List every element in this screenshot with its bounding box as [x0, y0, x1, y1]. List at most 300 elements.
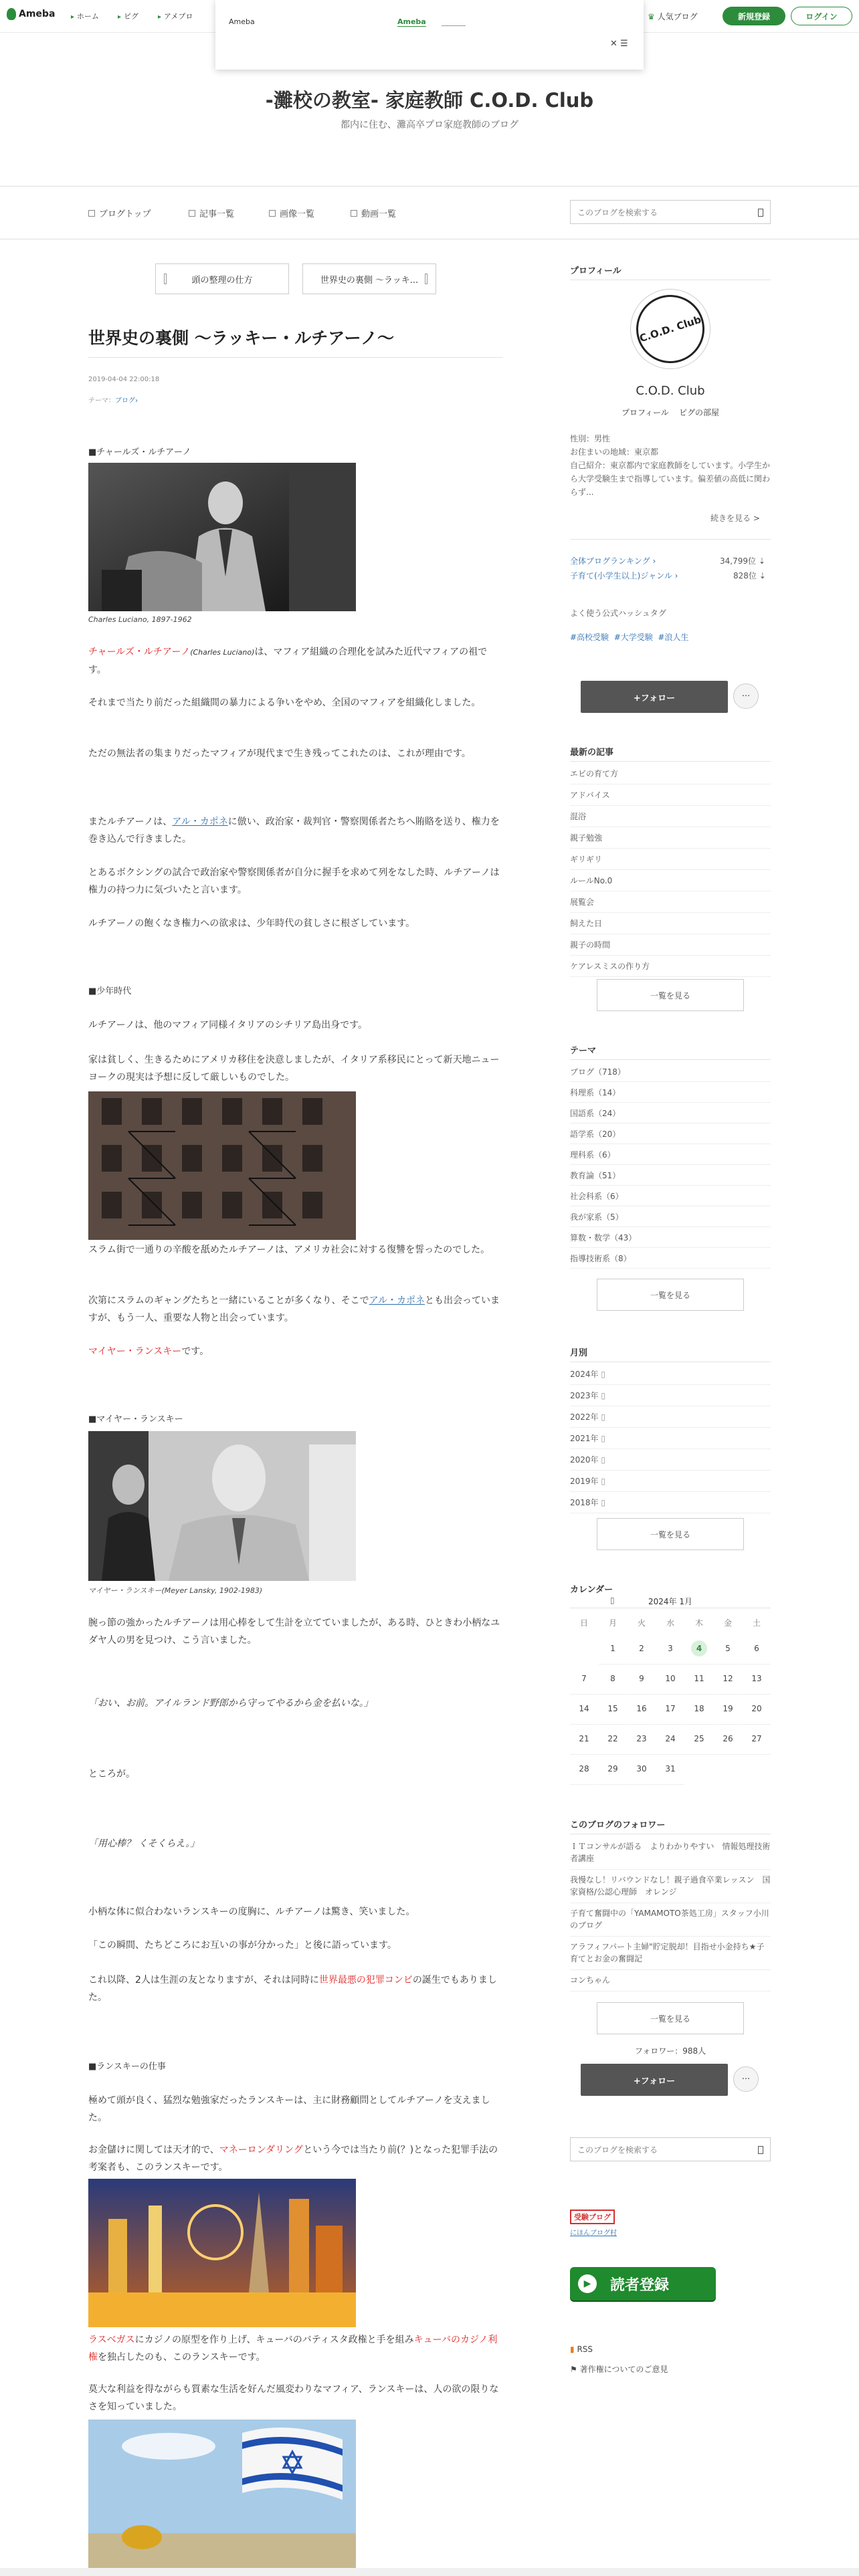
list-icon [189, 210, 195, 217]
las-vegas-photo-art [88, 2179, 356, 2327]
theme-link[interactable] [570, 1232, 771, 1243]
next-entry-label: 世界史の裏側 〜ラッキ... [320, 275, 419, 286]
chevron-right-icon: ▸ [118, 13, 122, 21]
popular-blog-link[interactable] [648, 11, 698, 22]
theme-see-all-button[interactable]: 一覧を見る [597, 1279, 744, 1311]
recent-entry-link-label: 親子の時間 [570, 940, 611, 950]
calendar-weekday: 日 [579, 1618, 588, 1628]
month-link-label: 2018年 [570, 1498, 599, 1507]
paragraph [88, 2141, 503, 2176]
profile-intro: 自己紹介：東京都内で家庭教師をしています。小学生から大学受験生まで指導しています。偏差値の高低に関わらず... [570, 461, 771, 497]
section-heading: ■少年時代 [88, 986, 132, 996]
expand-icon: ▯ [598, 1391, 605, 1400]
calendar-day[interactable]: 10 [665, 1674, 676, 1683]
month-link[interactable] [570, 1454, 771, 1465]
highlight-text: マネーロンダリング [219, 2145, 304, 2155]
month-link-label: 2022年 [570, 1412, 599, 1422]
month-link[interactable] [570, 1475, 771, 1487]
paragraph-text: の誕生でもありました。 [88, 1975, 497, 2003]
follow-button-bottom[interactable]: +フォロー [581, 2064, 728, 2096]
divider [570, 1694, 598, 1695]
divider [570, 1936, 771, 1937]
calendar-day[interactable]: 9 [639, 1674, 644, 1683]
calendar-day[interactable]: 26 [723, 1734, 733, 1743]
divider [628, 1724, 656, 1725]
popup-underline [442, 17, 466, 26]
theme-link[interactable] [570, 1170, 771, 1181]
divider [570, 1081, 771, 1082]
play-icon: ▶ [578, 2274, 597, 2293]
calendar-day[interactable]: 20 [751, 1704, 762, 1713]
divider [570, 761, 771, 762]
divider [599, 1754, 627, 1755]
paragraph: 極めて頭が良く、猛烈な勉強家だったランスキーは、主に財務顧問としてルチアーノを支えました。 [88, 2095, 490, 2123]
paragraph [88, 2331, 503, 2366]
ranking-label: 全体ブログランキング [570, 556, 650, 566]
avatar[interactable] [630, 289, 710, 369]
divider [570, 539, 771, 540]
hashtag-link[interactable]: #高校受験 [570, 633, 609, 642]
divider [570, 1059, 771, 1060]
badge-top: 受験ブログ [570, 2210, 615, 2224]
month-see-all-button[interactable]: 一覧を見る [597, 1518, 744, 1550]
calendar-day[interactable]: 16 [636, 1704, 647, 1713]
expand-icon: ▯ [598, 1434, 605, 1443]
follower-link[interactable]: ＩＴコンサルが語る よりわかりやすい 情報処理技術者講座 [570, 1842, 771, 1863]
ranking-genre-value: 828位 ⇣ [733, 571, 766, 580]
blog-subtitle: 都内に住む、灘高卒プロ家庭教師のブログ [341, 120, 518, 130]
calendar-month: 2024年 1月 [648, 1597, 692, 1606]
divider [685, 1754, 713, 1755]
expand-icon: ▯ [598, 1477, 605, 1486]
recent-entry-link-label: ギリギリ [570, 855, 603, 864]
calendar-day[interactable]: 7 [581, 1674, 587, 1683]
al-capone-link[interactable]: アル・カポネ [172, 817, 228, 827]
recent-entry-link[interactable] [570, 939, 771, 950]
calendar-day[interactable]: 22 [607, 1734, 618, 1743]
divider [685, 1664, 713, 1665]
ameba-logo-icon [7, 8, 16, 20]
close-glyph: ✕ [610, 39, 617, 49]
theme-link-label: 理科系（6） [570, 1150, 615, 1160]
image-icon [269, 210, 276, 217]
global-nav-label: ピグ [124, 12, 139, 21]
paragraph-text: は、マフィア組織の合理化を試みた近代マフィアの祖です。 [88, 647, 488, 675]
paragraph: スラム街で一通りの辛酸を舐めたルチアーノは、アメリカ社会に対する復讐を誓ったのでした。 [88, 1245, 490, 1255]
divider [714, 1694, 742, 1695]
follower-link[interactable]: 子育て奮闘中の「YAMAMOTO茶処工房」スタッフ小川のブログ [570, 1909, 769, 1930]
calendar-day[interactable]: 27 [751, 1734, 762, 1743]
theme-link[interactable] [570, 1149, 771, 1160]
divider [599, 1694, 627, 1695]
divider [570, 1102, 771, 1103]
divider [685, 1694, 713, 1695]
more-options-button-bottom[interactable]: ··· [733, 2066, 759, 2092]
divider [570, 1268, 771, 1269]
global-nav-home[interactable] [71, 11, 99, 21]
paragraph: 「この瞬間、たちどころにお互いの事が分かった」と後に語っています。 [88, 1940, 397, 1951]
calendar-day[interactable]: 3 [668, 1644, 673, 1653]
hashtag-link[interactable]: #浪人生 [658, 633, 689, 642]
expand-icon: ▯ [598, 1455, 605, 1465]
ranking-genre-link[interactable]: 子育て(小学生以上)ジャンル › [570, 571, 678, 580]
month-link[interactable] [570, 1432, 771, 1444]
paragraph-text: を独占したのも、このランスキーです。 [98, 2352, 266, 2363]
theme-link[interactable] [570, 1107, 771, 1119]
theme-link-label: 指導技術系（8） [570, 1254, 632, 1263]
nav-entry-list[interactable] [189, 207, 234, 219]
theme-link[interactable] [570, 1190, 771, 1202]
divider [599, 1784, 627, 1785]
divider [570, 1427, 771, 1428]
calendar-day[interactable]: 12 [723, 1674, 733, 1683]
login-button[interactable]: ログイン [791, 7, 852, 25]
paragraph: ただの無法者の集まりだったマフィアが現代まで生き残ってこれたのは、これが理由です。 [88, 748, 471, 759]
luciano-photo-art [88, 463, 356, 611]
sidebar-search-input[interactable] [576, 2139, 746, 2161]
calendar-day[interactable]: 1 [610, 1644, 615, 1653]
divider [570, 1754, 598, 1755]
paragraph: それまで当たり前だった組織間の暴力による争いをやめ、全国のマフィアを組織化しました。 [88, 697, 481, 708]
paragraph-text: に倣い、政治家・裁判官・警察関係者たちへ賄賂を送り、権力を巻き込んで行きました。 [88, 817, 500, 845]
flag-icon: ⚑ [570, 2365, 577, 2374]
profile-link[interactable]: プロフィール [621, 408, 669, 417]
followers-heading: このブログのフォロワー [570, 1820, 666, 1830]
theme-link-label: 社会科系（6） [570, 1192, 624, 1201]
profile-heading: プロフィール [570, 266, 622, 276]
ranking-value: 34,799位 [720, 556, 756, 566]
copyright-link[interactable] [570, 2363, 668, 2375]
blog-search[interactable] [570, 200, 771, 224]
calendar-weekday: 土 [752, 1618, 761, 1628]
divider [570, 1491, 771, 1492]
divider [743, 1694, 771, 1695]
follower-link[interactable]: アラフィフパート主婦"貯定脱却！目指せ小金持ち★子育てとお金の奮闘記 [570, 1942, 765, 1963]
ranking-value: 828位 [733, 571, 757, 580]
divider [570, 1448, 771, 1449]
follower-link[interactable]: 我慢なし！リバウンドなし！親子過食卒業レッスン 国家資格/公認心理師 オレンジ [570, 1875, 771, 1897]
recent-entry-link-label: 飼えた日 [570, 919, 603, 928]
theme-link[interactable] [570, 1066, 771, 1077]
divider [570, 805, 771, 806]
divider [743, 1754, 771, 1755]
recent-entry-link[interactable] [570, 853, 771, 865]
divider [570, 1869, 771, 1870]
divider [656, 1694, 684, 1695]
calendar-day[interactable]: 19 [723, 1704, 733, 1713]
global-nav-label: アメブロ [164, 12, 193, 21]
paragraph [88, 1292, 503, 1327]
section-heading: ■チャールズ・ルチアーノ [88, 447, 191, 457]
section-heading: ■マイヤー・ランスキー [88, 1414, 183, 1424]
entry-title[interactable]: 世界史の裏側 〜ラッキー・ルチアーノ〜 [88, 328, 394, 348]
nihon-blogmura-badge[interactable] [570, 2210, 626, 2243]
prev-entry-button[interactable] [155, 263, 289, 294]
ranking-label: 子育て(小学生以上)ジャンル [570, 571, 672, 580]
tenement-photo [88, 1091, 356, 1240]
al-capone-link[interactable]: アル・カポネ [369, 1295, 425, 1306]
recent-entry-link[interactable] [570, 896, 771, 907]
blog-title[interactable]: -灘校の教室- 家庭教師 C.O.D. Club [265, 89, 594, 112]
avatar-logo: C.O.D. Club [628, 286, 714, 372]
israel-flag-photo-art [88, 2420, 356, 2568]
blog-search-input[interactable] [576, 202, 746, 223]
entry-theme [88, 395, 138, 405]
divider [656, 1754, 684, 1755]
badge-bottom: にほんブログ村 [570, 2230, 617, 2237]
luciano-photo [88, 463, 356, 611]
paragraph [88, 813, 503, 848]
crown-icon: ♛ [648, 12, 655, 21]
recent-entry-link-label: 混浴 [570, 812, 587, 821]
paragraph-text: にカジノの原型を作り上げ、キューバのバティスタ政権と手を組み [134, 2335, 414, 2345]
divider [570, 1991, 771, 1992]
recent-entry-link[interactable] [570, 960, 771, 972]
calendar-day[interactable]: 6 [754, 1644, 759, 1653]
calendar-weekday: 火 [637, 1618, 646, 1628]
section-heading: ■ランスキーの仕事 [88, 2062, 166, 2072]
divider [628, 1754, 656, 1755]
divider [570, 1969, 771, 1970]
rss-icon: ▮ [570, 2345, 575, 2354]
paragraph: 小柄な体に似合わないランスキーの度胸に、ルチアーノは驚き、笑いました。 [88, 1907, 415, 1917]
divider [570, 848, 771, 849]
divider [656, 1784, 684, 1785]
followers-see-all-button[interactable]: 一覧を見る [597, 2002, 744, 2034]
calendar-day[interactable]: 11 [694, 1674, 704, 1683]
month-link[interactable] [570, 1390, 771, 1401]
calendar-day[interactable]: 18 [694, 1704, 704, 1713]
month-link[interactable] [570, 1497, 771, 1508]
calendar-day[interactable]: 29 [607, 1764, 618, 1774]
recent-entry-link-label: 親子勉強 [570, 833, 603, 843]
nav-video-list[interactable] [351, 207, 396, 219]
popular-blog-label: 人気ブログ [657, 12, 698, 21]
calendar-today: 4 [691, 1640, 707, 1656]
hashtag-link[interactable]: #大学受験 [613, 633, 653, 642]
month-link-label: 2023年 [570, 1391, 599, 1400]
theme-link-label: 教育論（51） [570, 1171, 621, 1180]
calendar-day[interactable]: 30 [636, 1764, 647, 1774]
calendar-day[interactable]: 5 [725, 1644, 731, 1653]
theme-label: テーマ： [88, 397, 115, 405]
global-nav-pigg[interactable] [118, 11, 138, 21]
calendar-day[interactable] [685, 1644, 713, 1656]
calendar-day[interactable]: 17 [665, 1704, 676, 1713]
recent-entry-link-label: ルールNo.0 [570, 876, 613, 885]
las-vegas-photo [88, 2179, 356, 2327]
calendar-weekday: 木 [694, 1618, 703, 1628]
calendar-day[interactable]: 8 [610, 1674, 615, 1683]
divider [570, 1384, 771, 1385]
close-icon[interactable]: ✕ ☰ [610, 39, 628, 49]
divider [570, 912, 771, 913]
search-icon[interactable] [758, 209, 763, 217]
popup-link[interactable]: Ameba [397, 17, 426, 26]
month-link-label: 2020年 [570, 1455, 599, 1465]
calendar-day[interactable]: 21 [579, 1734, 589, 1743]
chevron-right-icon: ▸ [158, 13, 162, 21]
calendar-weekday: 水 [666, 1618, 674, 1628]
divider [570, 869, 771, 870]
divider [714, 1664, 742, 1665]
paragraph: ところが。 [88, 1769, 135, 1780]
hashtag-list [570, 631, 688, 643]
theme-link[interactable]: ブログ [115, 397, 135, 405]
chevron-right-icon: ▸ [71, 13, 75, 21]
theme-link-label: 我が家系（5） [570, 1212, 624, 1222]
divider [599, 1724, 627, 1725]
profile-more-link[interactable]: 続きを見る > [710, 514, 760, 523]
calendar-day[interactable]: 31 [665, 1764, 676, 1774]
recent-see-all-button[interactable]: 一覧を見る [597, 979, 744, 1011]
recent-entry-link[interactable] [570, 768, 771, 779]
divider [599, 1664, 627, 1665]
entry-date: 2019-04-04 22:00:18 [88, 376, 160, 383]
divider [570, 1247, 771, 1248]
calendar-day[interactable]: 28 [579, 1764, 589, 1774]
recent-entry-link-label: 展覧会 [570, 897, 595, 907]
israel-flag-photo [88, 2420, 356, 2568]
ranking-overall-value: 34,799位 ⇣ [720, 556, 765, 566]
lansky-photo-art [88, 1431, 356, 1581]
quote: 「おい、お前。アイルランド野郎から守ってやるから金を払いな。」 [88, 1698, 373, 1709]
month-heading: 月別 [570, 1348, 588, 1358]
expand-icon: ▯ [598, 1498, 605, 1507]
calendar-day[interactable]: 13 [751, 1674, 762, 1683]
divider [570, 1470, 771, 1471]
profile-name[interactable]: C.O.D. Club [636, 384, 705, 398]
home-icon [88, 210, 95, 217]
paragraph: 家は貧しく、生きるためにアメリカ移住を決意しましたが、イタリア系移民にとって新天地ニューヨークの現実は予想に反して厳しいものでした。 [88, 1055, 500, 1083]
paragraph-text: お金儲けに関しては天才的で、 [88, 2145, 219, 2155]
month-link[interactable] [570, 1411, 771, 1422]
theme-link[interactable] [570, 1128, 771, 1140]
month-link-label: 2021年 [570, 1434, 599, 1443]
divider [88, 357, 503, 358]
paragraph: ルチアーノの飽くなき権力への欲求は、少年時代の貧しさに根ざしています。 [88, 918, 415, 929]
rss-label: RSS [577, 2345, 593, 2354]
paragraph-text: です。 [181, 1346, 209, 1357]
calendar-day[interactable]: 23 [636, 1734, 647, 1743]
nav-label: 画像一覧 [280, 209, 315, 219]
hashtag-heading: よく使う公式ハッシュタグ [570, 609, 666, 618]
pig-room-link[interactable]: ピグの部屋 [679, 408, 720, 417]
highlight-text: 世界最悪の犯罪コンビ [318, 1975, 413, 1985]
recent-entry-link[interactable] [570, 875, 771, 886]
nav-image-list[interactable] [269, 207, 314, 219]
follower-link[interactable]: コンちゃん [570, 1975, 611, 1985]
followers-count: フォロワー：988人 [634, 2046, 706, 2056]
calendar-weekday: 金 [723, 1618, 732, 1628]
calendar-day[interactable]: 25 [694, 1734, 704, 1743]
rss-link[interactable] [570, 2345, 593, 2354]
highlight-text: マイヤー・ランスキー [88, 1346, 182, 1357]
quote: 「用心棒？ くそくらえ。」 [88, 1838, 200, 1849]
theme-heading: テーマ [570, 1046, 597, 1056]
nav-blog-top[interactable] [88, 207, 151, 219]
reader-register-label: 読者登録 [610, 2276, 670, 2294]
theme-link[interactable] [570, 1087, 771, 1098]
logo-text: Ameba [19, 9, 56, 19]
paragraph-text: 次第にスラムのギャングたちと一緒にいることが多くなり、そこで [88, 1295, 369, 1306]
chevron-right-icon: › [135, 397, 138, 405]
month-link-label: 2019年 [570, 1477, 599, 1486]
calendar-weekday: 月 [608, 1618, 617, 1628]
photo-caption: Charles Luciano, 1897-1962 [88, 615, 192, 624]
profile-sex: 性別：男性 [570, 434, 611, 443]
highlight-text: チャールズ・ルチアーノ [88, 647, 191, 657]
paragraph-text: とも出会っていますが、もう一人、重要な人物と出会っています。 [88, 1295, 500, 1323]
calendar-day[interactable]: 14 [579, 1704, 589, 1713]
recent-entry-link-label: ケアレスミスの作り方 [570, 962, 650, 971]
recent-entries-heading: 最新の記事 [570, 748, 614, 758]
divider [628, 1784, 656, 1785]
calendar-day[interactable]: 2 [639, 1644, 644, 1653]
register-button[interactable]: 新規登録 [723, 7, 785, 25]
divider [570, 1164, 771, 1165]
divider [570, 976, 771, 977]
prev-entry-label: 頭の整理の仕方 [191, 275, 253, 286]
search-icon[interactable] [758, 2146, 763, 2154]
theme-link[interactable] [570, 1211, 771, 1222]
month-link[interactable] [570, 1368, 771, 1380]
divider [628, 1664, 656, 1665]
calendar-day[interactable]: 15 [607, 1704, 618, 1713]
divider [743, 1724, 771, 1725]
photo-caption: マイヤー・ランスキー(Meyer Lansky, 1902-1983) [88, 1586, 263, 1595]
recent-entry-link[interactable] [570, 789, 771, 800]
divider [714, 1754, 742, 1755]
follow-button[interactable]: +フォロー [581, 681, 728, 713]
prev-arrow-icon [164, 274, 167, 284]
divider [570, 1226, 771, 1227]
divider [570, 1724, 598, 1725]
expand-icon: ▯ [598, 1412, 605, 1422]
ameba-logo[interactable] [7, 8, 55, 20]
next-arrow-icon [425, 274, 427, 284]
paragraph-text: という今では当たり前(？)となった犯罪手法の考案者も、このランスキーです。 [88, 2145, 498, 2173]
paragraph: とあるボクシングの試合で政治家や警察関係者が自分に握手を求めて列をなした時、ルチアーノは権力の持つ力に気づいたと言います。 [88, 867, 500, 895]
ranking-overall-link[interactable]: 全体ブログランキング › [570, 556, 656, 566]
highlight-text: ラスベガス [88, 2335, 135, 2345]
divider [570, 955, 771, 956]
recent-entry-link[interactable] [570, 918, 771, 929]
divider [570, 1784, 598, 1785]
next-entry-button[interactable] [302, 263, 436, 294]
theme-link-label: 国語系（24） [570, 1109, 621, 1118]
paragraph: 腕っ節の強かったルチアーノは用心棒をして生計を立てていましたが、ある時、ひときわ小柄なユダヤ人の男を見つけ、こう言いました。 [88, 1618, 500, 1646]
calendar-heading: カレンダー [570, 1585, 613, 1595]
reader-register-button[interactable] [570, 2267, 716, 2300]
more-options-button[interactable]: ··· [733, 683, 759, 709]
theme-link[interactable] [570, 1253, 771, 1264]
sidebar-search[interactable] [570, 2137, 771, 2161]
calendar-day[interactable]: 24 [665, 1734, 676, 1743]
paragraph: ルチアーノは、他のマフィア同様イタリアのシチリア島出身です。 [88, 1020, 368, 1031]
highlight-text: キューバのカジノ利権 [88, 2335, 498, 2363]
popup-label: Ameba [229, 17, 255, 26]
recent-entry-link[interactable] [570, 832, 771, 843]
calendar-prev-icon[interactable]: ▯ [610, 1596, 615, 1605]
theme-link-label: 科理系（14） [570, 1088, 621, 1097]
profile-links [570, 407, 771, 418]
recent-entry-link-label: エビの育て方 [570, 769, 619, 778]
recent-entry-link[interactable] [570, 811, 771, 822]
theme-link-label: 語学系（20） [570, 1130, 621, 1139]
blog-nav [0, 186, 859, 239]
global-nav-ameblo[interactable] [158, 11, 193, 21]
